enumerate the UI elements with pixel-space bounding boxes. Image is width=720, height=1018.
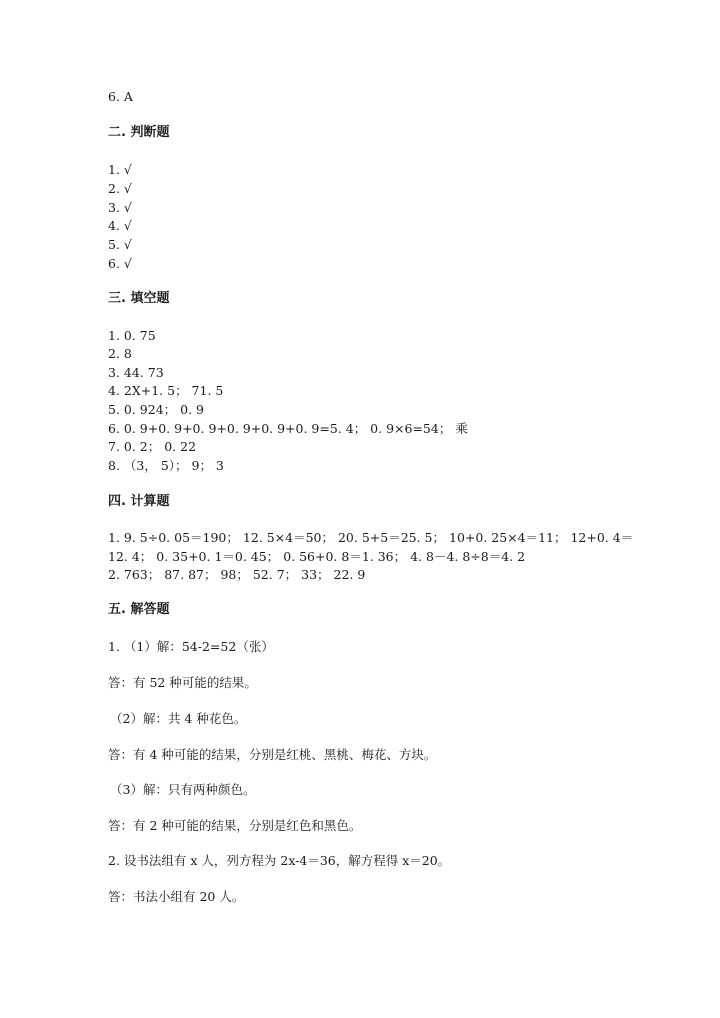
- section-title-fill: 三. 填空题: [108, 291, 170, 306]
- solve-item: 1. （1）解：54-2=52（张）: [108, 639, 274, 654]
- judge-item: 3. √: [108, 200, 132, 215]
- calc-item: 12. 4； 0. 35+0. 1＝0. 45； 0. 56+0. 8＝1. 36； 4. 8－4. 8÷8＝4. 2: [108, 549, 526, 564]
- fill-item: 4. 2X+1. 5； 71. 5: [108, 383, 224, 398]
- answer-6: 6. A: [108, 89, 133, 104]
- calc-item: 2. 763； 87. 87； 98； 52. 7； 33； 22. 9: [108, 567, 366, 582]
- fill-item: 7. 0. 2； 0. 22: [108, 439, 197, 454]
- fill-item: 6. 0. 9+0. 9+0. 9+0. 9+0. 9+0. 9=5. 4； 0. 9×6=54； 乘: [108, 421, 468, 436]
- section-title-calc: 四. 计算题: [108, 494, 170, 509]
- section-title-judge: 二. 判断题: [108, 125, 170, 140]
- solve-item: 2. 设书法组有 x 人，列方程为 2x-4＝36，解方程得 x＝20。: [108, 853, 451, 868]
- calc-item: 1. 9. 5÷0. 05＝190； 12. 5×4＝50； 20. 5+5＝25. 5； 10+0. 25×4＝11； 12+0. 4＝: [108, 530, 634, 545]
- judge-item: 4. √: [108, 218, 132, 233]
- solve-item: 答：有 4 种可能的结果，分别是红桃、黑桃、梅花、方块。: [108, 747, 437, 762]
- fill-item: 1. 0. 75: [108, 328, 156, 343]
- section-title-solve: 五. 解答题: [108, 602, 170, 617]
- judge-item: 2. √: [108, 181, 132, 196]
- fill-item: 2. 8: [108, 346, 132, 361]
- solve-item: （2）解：共 4 种花色。: [110, 711, 247, 726]
- fill-item: 8. （3， 5）； 9； 3: [108, 458, 224, 473]
- judge-item: 6. √: [108, 256, 132, 271]
- solve-item: 答：有 52 种可能的结果。: [108, 675, 257, 690]
- solve-item: （3）解：只有两种颜色。: [110, 782, 256, 797]
- judge-item: 1. √: [108, 162, 132, 177]
- solve-item: 答：书法小组有 20 人。: [108, 889, 245, 904]
- solve-item: 答：有 2 种可能的结果，分别是红色和黑色。: [108, 818, 362, 833]
- fill-item: 5. 0. 924； 0. 9: [108, 402, 204, 417]
- judge-item: 5. √: [108, 237, 132, 252]
- fill-item: 3. 44. 73: [108, 365, 164, 380]
